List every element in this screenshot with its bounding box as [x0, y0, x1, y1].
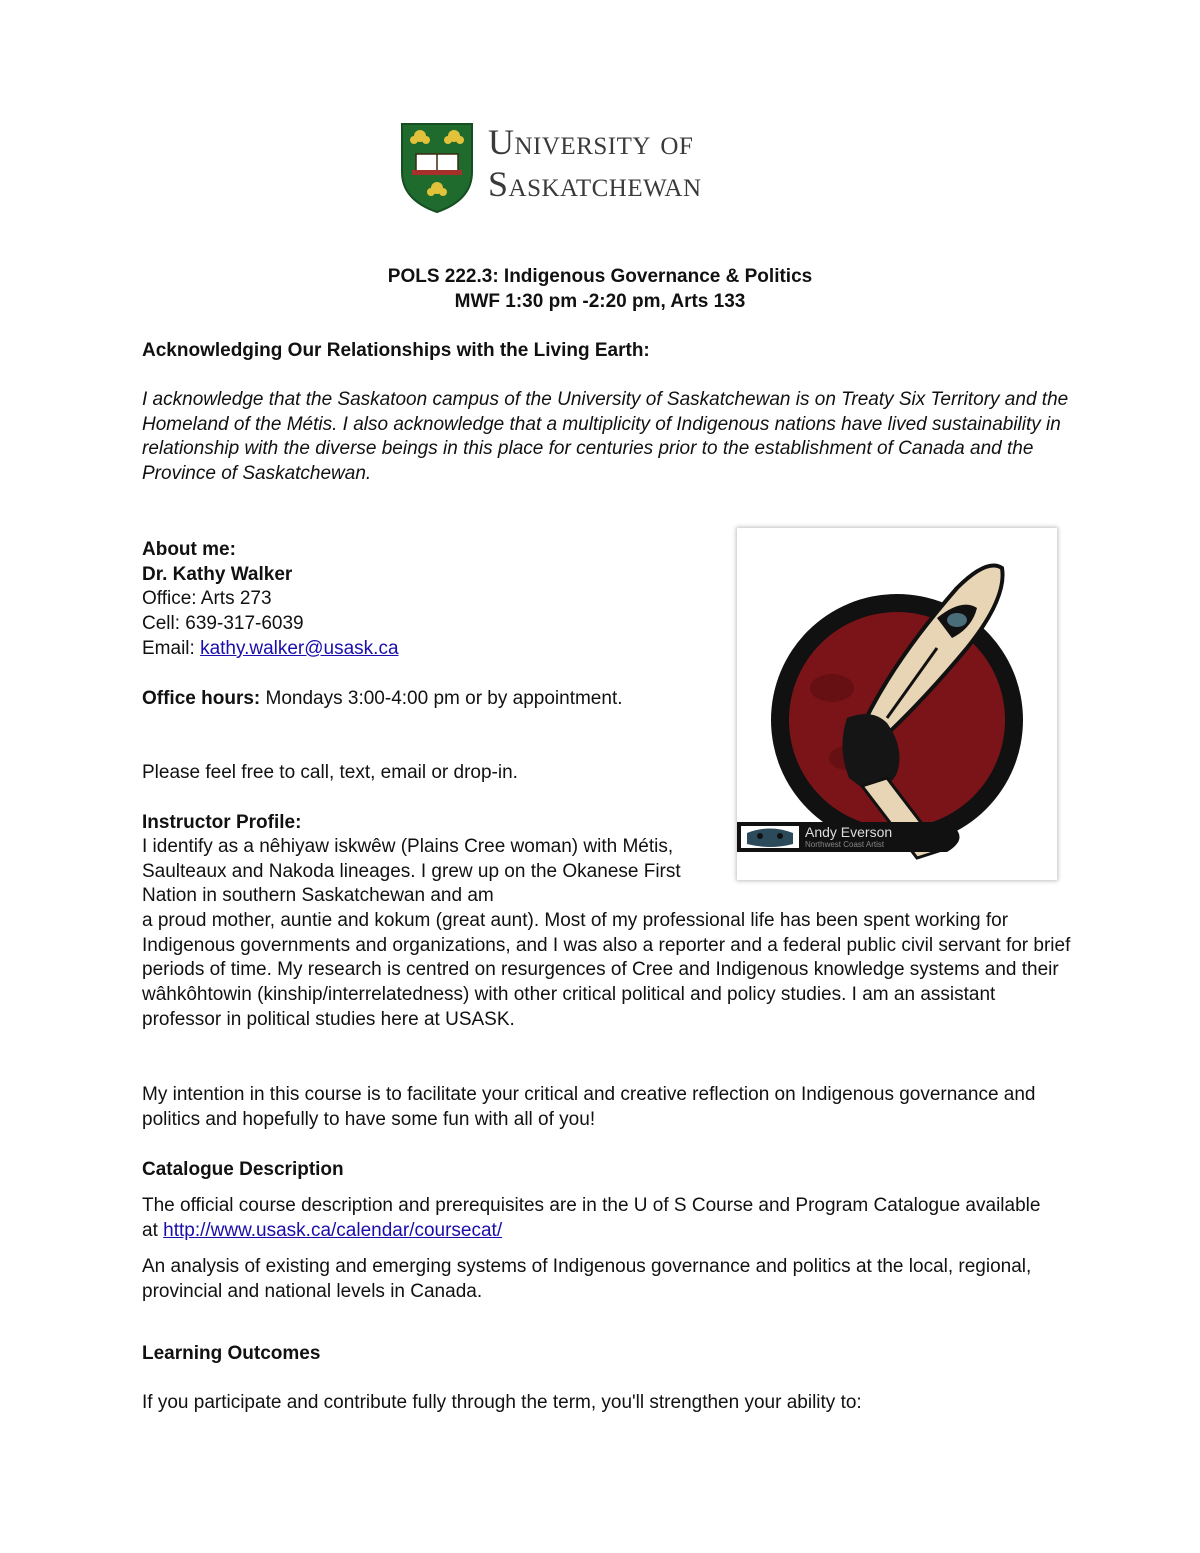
office-hours-text: Mondays 3:00-4:00 pm or by appointment. — [260, 688, 623, 709]
catalogue-text — [142, 1194, 1042, 1243]
course-schedule: MWF 1:30 pm -2:20 pm, Arts 133 — [454, 291, 746, 312]
email-link[interactable]: kathy.walker@usask.ca — [200, 637, 399, 659]
catalogue-text-lead: The official course description and prerequisites are in the U of S Course and Program Catalogue available at — [142, 1195, 1041, 1241]
email-label: Email: — [142, 637, 201, 659]
course-title: POLS 222.3: Indigenous Governance & Politics — [387, 266, 813, 287]
artwork-image — [737, 528, 1057, 880]
office-location: Office: Arts 273 — [142, 588, 272, 610]
acknowledgement-heading: Acknowledging Our Relationships with the Living Earth: — [142, 340, 650, 361]
course-header — [0, 264, 1200, 314]
intention-paragraph: My intention in this course is to facilitate your critical and creative reflection on Indigenous governance and politics and hopefully to have some fun with all of you! — [142, 1084, 1036, 1130]
about-section — [142, 538, 702, 662]
contact-note: Please feel free to call, text, email or drop-in. — [142, 762, 518, 783]
learning-outcomes-heading: Learning Outcomes — [142, 1343, 321, 1364]
instructor-name: Dr. Kathy Walker — [142, 563, 293, 585]
acknowledgement-body: I acknowledge that the Saskatoon campus of the University of Saskatchewan is on Treaty Six Territory and the Homeland of the Métis. I also acknowledge that a multiplicity of Indigenous nations have lived sustainability in relationship with the diverse beings in this place for centuries prior to the establishment of Canada and the Province of Saskatchewan. — [142, 389, 1069, 485]
email-line — [142, 637, 702, 662]
catalogue-description: An analysis of existing and emerging systems of Indigenous governance and politics at the local, regional, provincial and national levels in Canada. — [142, 1256, 1032, 1302]
university-logo — [400, 122, 810, 218]
profile-heading: Instructor Profile: — [142, 812, 302, 833]
catalogue-link[interactable]: http://www.usask.ca/calendar/coursecat/ — [163, 1219, 503, 1241]
profile-body-part2: a proud mother, auntie and kokum (great aunt). Most of my professional life has been spent working for Indigenous governments and organizations, and I was also a reporter and a federal public civil servant for brief periods of time. My research is centred on resurgences of Cree and Indigenous knowledge systems and their wâhkôhtowin (kinship/interrelatedness) with other critical political and policy studies. I am an assistant professor in political studies here at USASK. — [142, 910, 1071, 1030]
artist-name: Andy Everson — [805, 824, 893, 840]
office-hours — [142, 687, 662, 712]
profile-body-part1: I identify as a nêhiyaw iskwêw (Plains Cree woman) with Métis, Saulteaux and Nakoda lineages. I grew up on the Okanese First Nation in southern Saskatchewan and am — [142, 836, 681, 907]
cell-number: Cell: 639-317-6039 — [142, 613, 304, 635]
wordmark-line-2: Saskatchewan — [488, 164, 702, 204]
raised-fist-feather-artwork — [737, 528, 1057, 880]
university-wordmark — [488, 124, 702, 202]
shield-crest-icon — [400, 122, 474, 214]
office-hours-label: Office hours: — [142, 688, 261, 709]
about-heading: About me: — [142, 539, 236, 560]
catalogue-heading: Catalogue Description — [142, 1159, 344, 1180]
wordmark-line-1: University of — [488, 122, 694, 162]
learning-outcomes-intro: If you participate and contribute fully through the term, you'll strengthen your ability to: — [142, 1392, 862, 1413]
artist-subtitle: Northwest Coast Artist — [805, 840, 885, 849]
